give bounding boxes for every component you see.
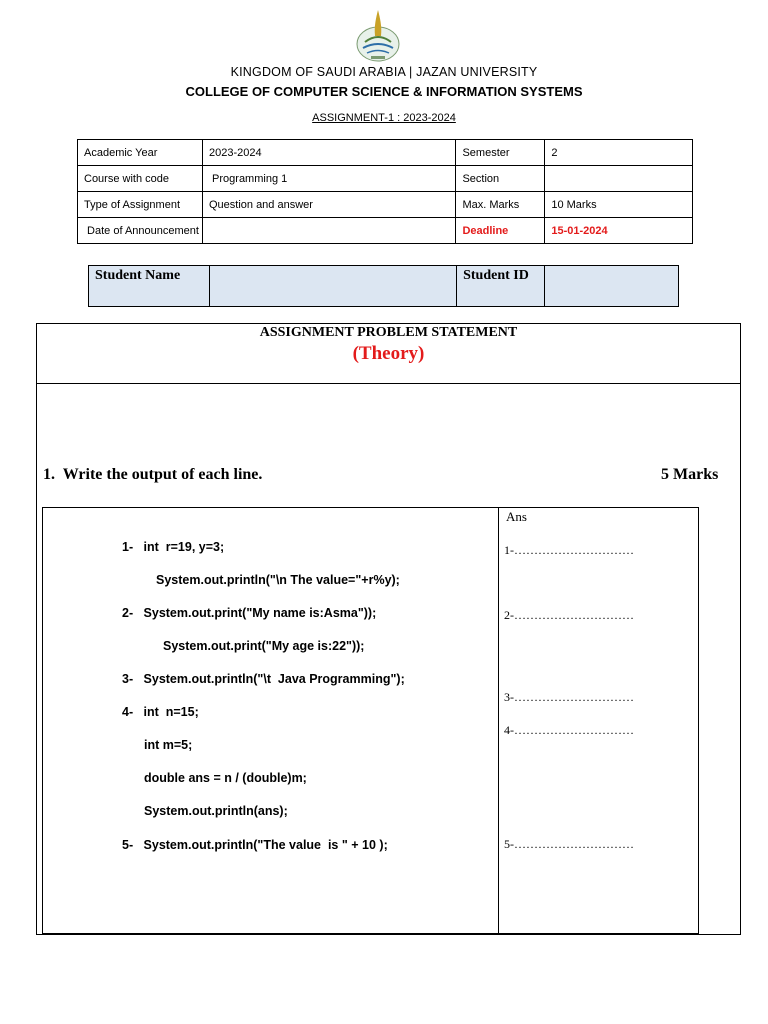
section-label: Section bbox=[456, 166, 545, 192]
assignment-title: ASSIGNMENT-1 : 2023-2024 bbox=[312, 112, 456, 124]
student-id-label: Student ID bbox=[457, 266, 545, 307]
code-line: double ans = n / (double)m; bbox=[144, 771, 307, 785]
table-row bbox=[78, 192, 693, 218]
semester-value: 2 bbox=[545, 140, 693, 166]
student-name-field[interactable] bbox=[210, 266, 457, 307]
code-line: 5- System.out.println("The value is " + 10 ); bbox=[122, 838, 388, 852]
university-logo bbox=[355, 6, 401, 64]
semester-label: Semester bbox=[456, 140, 545, 166]
theory-subheading: (Theory) bbox=[352, 343, 425, 364]
assignment-type-value: Question and answer bbox=[202, 192, 455, 218]
answer-line[interactable]: 2-………………………… bbox=[504, 608, 634, 622]
max-marks-label: Max. Marks bbox=[456, 192, 545, 218]
course-label: Course with code bbox=[78, 166, 203, 192]
question-marks: 5 Marks bbox=[661, 466, 719, 483]
deadline-value: 15-01-2024 bbox=[545, 218, 693, 244]
table-row bbox=[78, 140, 693, 166]
announcement-date-value bbox=[202, 218, 455, 244]
code-line: System.out.println("\n The value="+r%y); bbox=[156, 573, 400, 587]
announcement-date-label: Date of Announcement bbox=[78, 218, 203, 244]
code-line: int m=5; bbox=[144, 738, 193, 752]
code-line: 1- int r=19, y=3; bbox=[122, 540, 225, 554]
assignment-info-table bbox=[77, 139, 693, 244]
answer-grid bbox=[42, 507, 699, 935]
course-value: Programming 1 bbox=[202, 166, 455, 192]
college-header: COLLEGE OF COMPUTER SCIENCE & INFORMATION SYSTEMS bbox=[185, 84, 583, 99]
problem-heading: ASSIGNMENT PROBLEM STATEMENT bbox=[259, 325, 518, 340]
academic-year-value: 2023-2024 bbox=[202, 140, 455, 166]
answer-line[interactable]: 5-………………………… bbox=[504, 837, 634, 851]
assignment-type-label: Type of Assignment bbox=[78, 192, 203, 218]
divider bbox=[36, 383, 741, 384]
code-line: System.out.println(ans); bbox=[144, 804, 288, 818]
max-marks-value: 10 Marks bbox=[545, 192, 693, 218]
table-row bbox=[78, 218, 693, 244]
table-row bbox=[89, 266, 679, 307]
deadline-label: Deadline bbox=[456, 218, 545, 244]
student-name-label: Student Name bbox=[89, 266, 210, 307]
table-row bbox=[78, 166, 693, 192]
code-line: System.out.print("My age is:22")); bbox=[163, 639, 365, 653]
academic-year-label: Academic Year bbox=[78, 140, 203, 166]
code-line: 3- System.out.println("\t Java Programming"); bbox=[122, 672, 405, 686]
section-value bbox=[545, 166, 693, 192]
answer-header: Ans bbox=[506, 509, 527, 524]
question-text: 1. Write the output of each line. bbox=[43, 466, 263, 483]
answer-line[interactable]: 1-………………………… bbox=[504, 543, 634, 557]
answer-line[interactable]: 3-………………………… bbox=[504, 690, 634, 704]
student-info-table bbox=[88, 265, 679, 307]
student-id-field[interactable] bbox=[544, 266, 678, 307]
kingdom-university-header: KINGDOM OF SAUDI ARABIA | JAZAN UNIVERSITY bbox=[230, 65, 538, 79]
code-line: 2- System.out.print("My name is:Asma")); bbox=[122, 606, 377, 620]
code-line: 4- int n=15; bbox=[122, 705, 199, 719]
column-divider bbox=[498, 507, 499, 935]
answer-line[interactable]: 4-………………………… bbox=[504, 723, 634, 737]
